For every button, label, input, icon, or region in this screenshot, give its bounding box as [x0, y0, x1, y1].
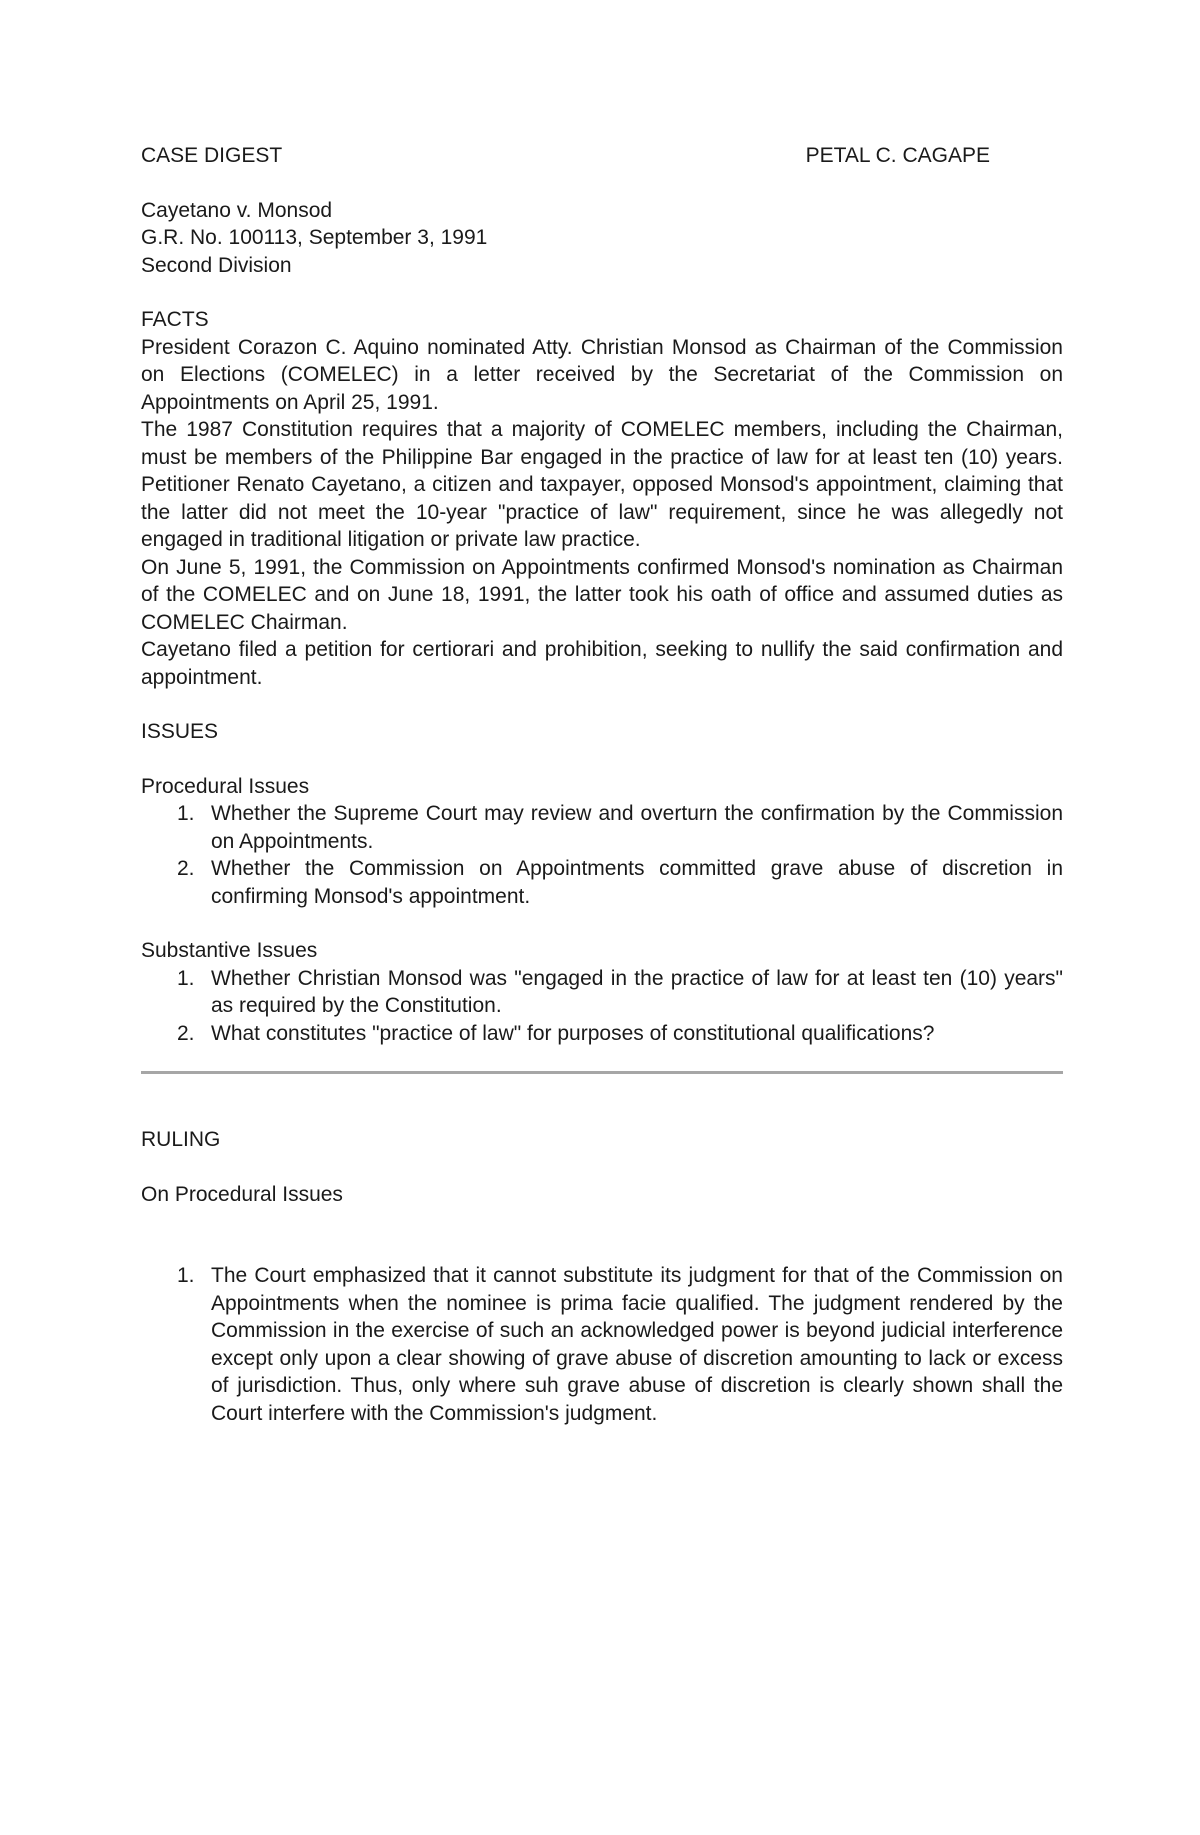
list-item-text: Whether the Supreme Court may review and overturn the confirmation by the Commission on Appointments.	[211, 802, 1063, 853]
substantive-issues-heading: Substantive Issues	[141, 939, 318, 962]
case-info	[141, 197, 1063, 280]
facts-paragraph: On June 5, 1991, the Commission on Appointments confirmed Monsod's nomination as Chairman of the COMELEC and on June 18, 1991, the latter took his oath of office and assumed duties as COMELEC Chairman.	[141, 555, 1063, 634]
document-header	[141, 142, 990, 170]
case-division: Second Division	[141, 253, 292, 277]
list-item	[141, 1262, 1063, 1427]
document-page	[141, 142, 1063, 1427]
issues-heading: ISSUES	[141, 720, 219, 743]
list-item	[141, 855, 1063, 910]
procedural-issues-heading: Procedural Issues	[141, 774, 310, 798]
ruling-heading: RULING	[141, 1128, 221, 1151]
section-divider	[141, 1071, 1063, 1074]
ruling-procedural-list	[141, 1262, 1063, 1427]
substantive-issues-list	[141, 965, 1063, 1048]
list-item-number: 1.	[177, 802, 195, 825]
author-name: PETAL C. CAGAPE	[805, 144, 990, 167]
facts-paragraph: The 1987 Constitution requires that a majority of COMELEC members, including the Chairman, must be members of the Philippine Bar engaged in the practice of law for at least ten (10) years. Petitioner Renato Cayetano, a citizen and taxpayer, opposed Monsod's appointment, claiming that the latter did not meet the 10-year "practice of law" requirement, since he was allegedly not engaged in traditional litigation or private law practice.	[141, 418, 1063, 551]
document-type-label: CASE DIGEST	[141, 144, 283, 167]
list-item	[141, 1020, 1063, 1048]
facts-paragraph: President Corazon C. Aquino nominated Atty. Christian Monsod as Chairman of the Commission on Elections (COMELEC) in a letter received by the Secretariat of the Commission on Appointments on April 25, 1991.	[141, 335, 1063, 414]
list-item-number: 1.	[177, 966, 195, 990]
procedural-issues-list	[141, 800, 1063, 910]
facts-heading: FACTS	[141, 308, 209, 331]
list-item-number: 2.	[177, 857, 195, 880]
facts-paragraph: Cayetano filed a petition for certiorari and prohibition, seeking to nullify the said confirmation and appointment.	[141, 638, 1063, 689]
ruling-procedural-heading: On Procedural Issues	[141, 1182, 343, 1206]
case-gr-number: G.R. No. 100113, September 3, 1991	[141, 226, 488, 249]
list-item-text: The Court emphasized that it cannot substitute its judgment for that of the Commission on Appointments when the nominee is prima facie qualified. The judgment rendered by the Commission in the exercise of such an acknowledged power is beyond judicial interference except only upon a clear showing of grave abuse of discretion amounting to lack or excess of jurisdiction. Thus, only where suh grave abuse of discretion is clearly shown shall the Court interfere with the Commission's judgment.	[211, 1264, 1063, 1425]
list-item-number: 2.	[177, 1021, 195, 1045]
list-item-number: 1.	[177, 1264, 195, 1287]
list-item-text: Whether Christian Monsod was "engaged in the practice of law for at least ten (10) years" as required by the Constitution.	[211, 966, 1063, 1017]
list-item	[141, 800, 1063, 855]
list-item-text: What constitutes "practice of law" for purposes of constitutional qualifications?	[211, 1021, 935, 1045]
list-item-text: Whether the Commission on Appointments committed grave abuse of discretion in confirming Monsod's appointment.	[211, 857, 1063, 908]
case-title: Cayetano v. Monsod	[141, 198, 333, 222]
list-item	[141, 965, 1063, 1020]
